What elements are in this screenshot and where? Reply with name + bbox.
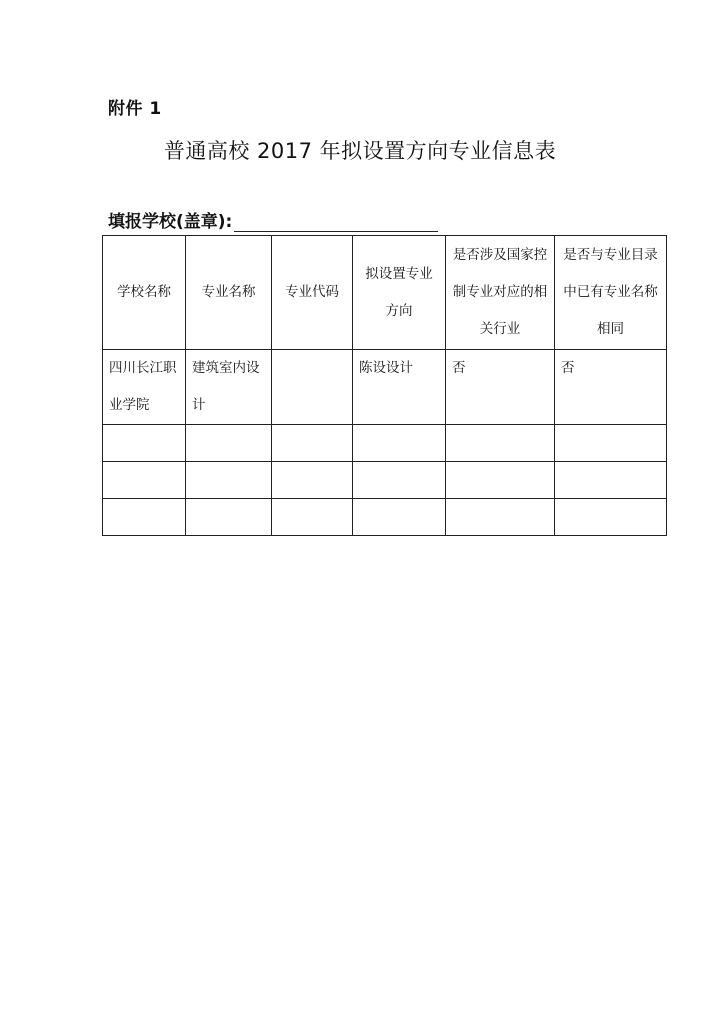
table-cell <box>353 425 446 462</box>
page-title: 普通高校 2017 年拟设置方向专业信息表 <box>163 139 557 163</box>
table-cell <box>353 499 446 536</box>
table-cell: 陈设设计 <box>353 350 446 425</box>
table-cell <box>446 462 555 499</box>
table-cell <box>555 462 667 499</box>
table-row <box>103 425 667 462</box>
table-header-row <box>103 236 667 350</box>
attachment-label: 附件 1 <box>108 99 162 119</box>
table-cell <box>555 499 667 536</box>
header-cell-specialty-name: 专业名称 <box>186 236 272 350</box>
table-cell <box>446 425 555 462</box>
table-row <box>103 462 667 499</box>
table-cell <box>186 425 272 462</box>
fill-in-label: 填报学校(盖章): <box>108 212 233 232</box>
table-cell <box>272 350 353 425</box>
table-cell <box>272 462 353 499</box>
table-cell: 否 <box>446 350 555 425</box>
table-cell <box>103 425 186 462</box>
table-cell <box>103 462 186 499</box>
table-cell <box>353 462 446 499</box>
header-cell-state-controlled: 是否涉及国家控制专业对应的相关行业 <box>446 236 555 350</box>
header-cell-school-name: 学校名称 <box>103 236 186 350</box>
table-cell <box>446 499 555 536</box>
fill-in-blank <box>234 211 438 232</box>
specialty-info-table <box>102 235 667 536</box>
header-cell-same-as-catalog: 是否与专业目录中已有专业名称相同 <box>555 236 667 350</box>
table-row <box>103 350 667 425</box>
table-cell <box>272 499 353 536</box>
table-cell: 建筑室内设计 <box>186 350 272 425</box>
header-cell-specialty-code: 专业代码 <box>272 236 353 350</box>
table-cell <box>186 499 272 536</box>
table-cell: 四川长江职业学院 <box>103 350 186 425</box>
table-cell <box>103 499 186 536</box>
table-cell <box>272 425 353 462</box>
table-cell <box>186 462 272 499</box>
table-row <box>103 499 667 536</box>
fill-in-school-line <box>108 207 438 232</box>
table-cell <box>555 425 667 462</box>
table-cell: 否 <box>555 350 667 425</box>
header-cell-planned-direction: 拟设置专业方向 <box>353 236 446 350</box>
